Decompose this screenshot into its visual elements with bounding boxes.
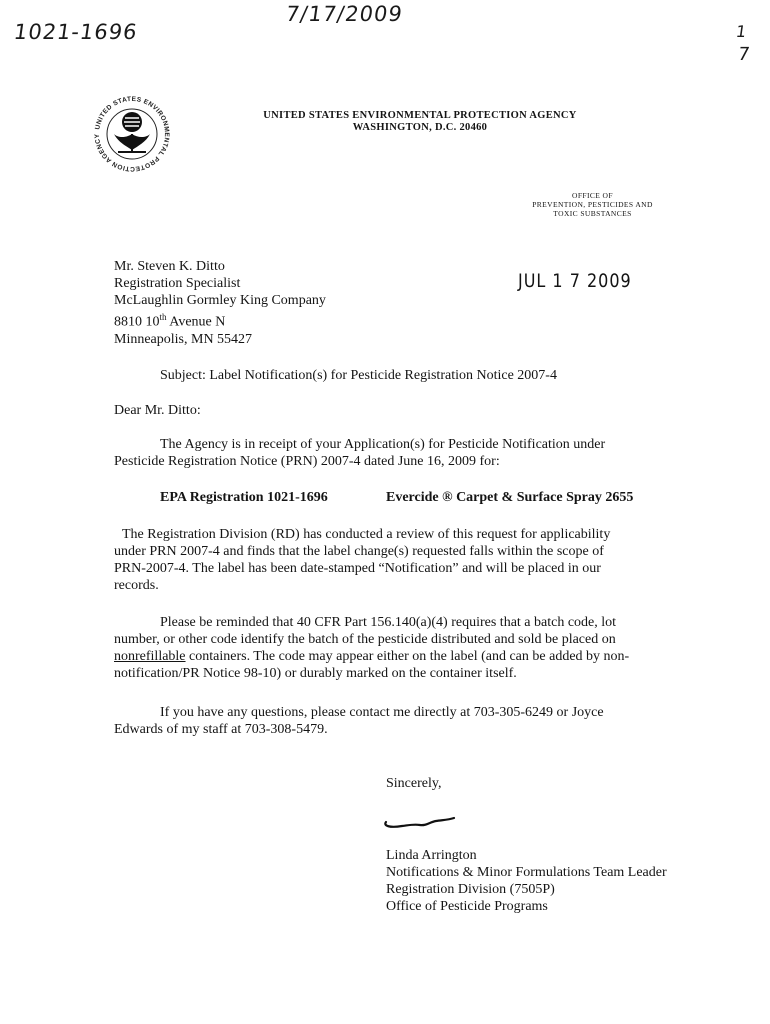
handwritten-registration-number: 1021-1696 xyxy=(12,20,140,44)
paragraph-contact xyxy=(114,704,604,738)
handwritten-date: 7/17/2009 xyxy=(284,2,405,26)
registration-number: EPA Registration 1021-1696 xyxy=(160,490,328,505)
salutation: Dear Mr. Ditto: xyxy=(114,403,201,418)
paragraph-review xyxy=(114,526,610,594)
office-line: TOXIC SUBSTANCES xyxy=(553,209,632,218)
office-line: PREVENTION, PESTICIDES AND xyxy=(532,200,653,209)
addressee-name: Mr. Steven K. Ditto xyxy=(114,259,225,274)
agency-city: WASHINGTON, D.C. 20460 xyxy=(352,122,488,133)
paragraph-line: under PRN 2007-4 and finds that the label change(s) requested falls within the scope of xyxy=(114,544,604,559)
handwritten-signature xyxy=(380,810,470,834)
paragraph-line: Pesticide Registration Notice (PRN) 2007-4 dated June 16, 2009 for: xyxy=(114,454,500,469)
signatory-division: Registration Division (7505P) xyxy=(386,882,555,897)
paragraph-line: Edwards of my staff at 703-308-5479. xyxy=(114,722,328,737)
product-name: Evercide ® Carpet & Surface Spray 2655 xyxy=(386,490,634,505)
addressee-title: Registration Specialist xyxy=(114,276,241,291)
street-number: 8810 10 xyxy=(114,314,160,330)
signatory-name: Linda Arrington xyxy=(386,848,477,863)
paragraph-line: notification/PR Notice 98-10) or durably marked on the container itself. xyxy=(114,666,517,681)
paragraph-line xyxy=(114,648,629,665)
paragraph-receipt xyxy=(114,436,605,470)
street-name: Avenue N xyxy=(166,314,226,330)
paragraph-line: number, or other code identify the batch of the pesticide distributed and sold be placed on xyxy=(114,632,616,647)
paragraph-batch-code xyxy=(114,614,629,682)
addressee-company: McLaughlin Gormley King Company xyxy=(114,293,326,308)
signatory-block xyxy=(386,847,667,915)
addressee-city: Minneapolis, MN 55427 xyxy=(114,331,253,347)
underlined-term: nonrefillable xyxy=(114,649,186,664)
addressee-street xyxy=(114,309,326,331)
paragraph-line: The Agency is in receipt of your Application(s) for Pesticide Notification under xyxy=(160,437,606,452)
paragraph-line: PRN-2007-4. The label has been date-stamped “Notification” and will be placed in our xyxy=(114,561,601,576)
agency-name: UNITED STATES ENVIRONMENTAL PROTECTION AGENCY xyxy=(263,110,577,121)
street-ordinal: th xyxy=(159,312,167,322)
closing: Sincerely, xyxy=(386,776,442,791)
subject-line: Subject: Label Notification(s) for Pesticide Registration Notice 2007-4 xyxy=(160,368,557,383)
paragraph-line: If you have any questions, please contact me directly at 703-305-6249 or Joyce xyxy=(160,705,604,720)
date-stamp: JUL 1 7 2009 xyxy=(518,269,632,292)
signatory-title: Notifications & Minor Formulations Team Leader xyxy=(386,865,667,880)
handwritten-page-mark-2: 7 xyxy=(736,44,752,65)
paragraph-line: Please be reminded that 40 CFR Part 156.140(a)(4) requires that a batch code, lot xyxy=(160,615,617,630)
svg-text:UNITED STATES ENVIRONMENTAL PR: UNITED STATES ENVIRONMENTAL PROTECTION AGENCY xyxy=(93,95,171,173)
paragraph-line: records. xyxy=(114,578,159,593)
line-rest: containers. The code may appear either on the label (and can be added by non- xyxy=(185,649,630,664)
epa-seal-logo xyxy=(88,90,176,178)
office-line: OFFICE OF xyxy=(572,191,613,200)
paragraph-line: The Registration Division (RD) has conducted a review of this request for applicability xyxy=(122,527,611,542)
addressee-block xyxy=(114,258,326,348)
office-block xyxy=(520,191,665,218)
handwritten-page-mark: 1 xyxy=(734,22,749,41)
letterhead xyxy=(220,110,620,134)
signatory-office: Office of Pesticide Programs xyxy=(386,899,548,914)
